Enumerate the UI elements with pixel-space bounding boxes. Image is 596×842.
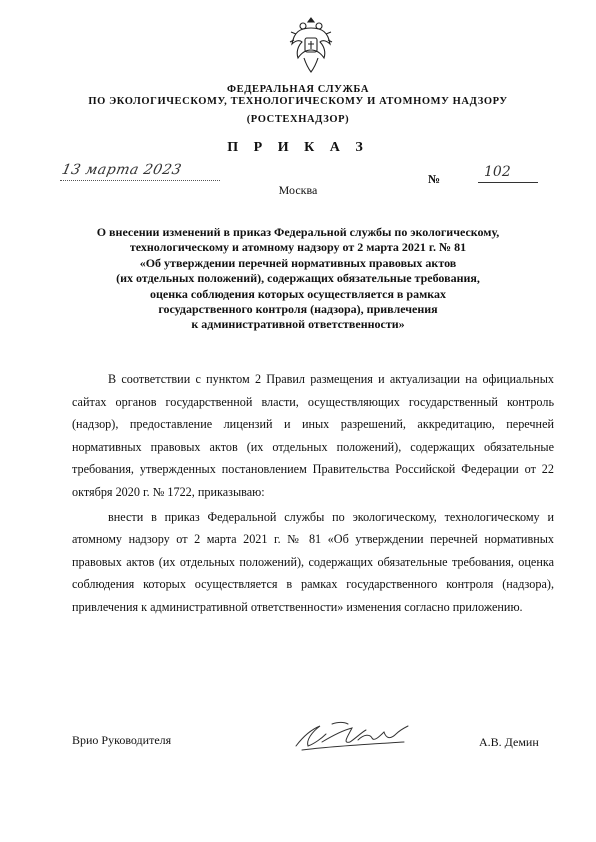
coat-of-arms-icon — [288, 14, 334, 76]
agency-abbreviation: (РОСТЕХНАДЗОР) — [246, 114, 350, 125]
title-line: О внесении изменений в приказ Федеральной службы по экологическому, — [96, 225, 500, 239]
title-line: государственного контроля (надзора), привлечения — [158, 302, 438, 317]
title-line: «Об утверждении перечней нормативных правовых актов — [139, 255, 457, 270]
signatory-name: А.В. Демин — [479, 735, 539, 749]
order-body — [72, 368, 554, 619]
number-sign: № — [428, 172, 441, 186]
agency-name-line1: ФЕДЕРАЛЬНАЯ СЛУЖБА — [226, 84, 370, 95]
title-line: оценка соблюдения которых осуществляется в рамках — [149, 286, 446, 301]
signatory-role: Врио Руководителя — [72, 733, 172, 747]
handwritten-signature — [292, 716, 410, 756]
order-date: 13 марта 2023 — [60, 162, 184, 178]
body-paragraph: внести в приказ Федеральной службы по экологическому, технологическому и атомному надзору от 2 марта 2021 г. № 81 «Об утверждении перечней нормативных правовых актов (их отдельных положений), содержащих обязательные требования, оценка соблюдения которых осуществляется в рамках государственного контроля (надзора), привлечения к административной ответственности» изменения согласно приложению. — [72, 509, 554, 614]
title-line: (их отдельных положений), содержащих обязательные требования, — [116, 271, 480, 286]
date-underline — [60, 180, 220, 181]
title-line: к административной ответственности» — [191, 317, 405, 332]
document-type: П Р И К А З — [227, 140, 369, 155]
order-number: 102 — [484, 164, 511, 180]
city: Москва — [278, 183, 318, 197]
agency-name-line2: ПО ЭКОЛОГИЧЕСКОМУ, ТЕХНОЛОГИЧЕСКОМУ И АТОМНОМУ НАДЗОРУ — [88, 96, 508, 107]
title-line: технологическому и атомному надзору от 2 марта 2021 г. № 81 — [129, 240, 467, 255]
order-title — [60, 225, 536, 333]
body-paragraph: В соответствии с пунктом 2 Правил размещения и актуализации на официальных сайтах органов государственной власти, осуществляющих государственный контроль (надзор), предоставление лицензий и иных разрешений, аккредитацию, перечней нормативных правовых актов (их отдельных положений), содержащих обязательные требования, утвержденных постановлением Правительства Российской Федерации от 22 октября 2020 г. № 1722, приказываю: — [72, 372, 554, 499]
